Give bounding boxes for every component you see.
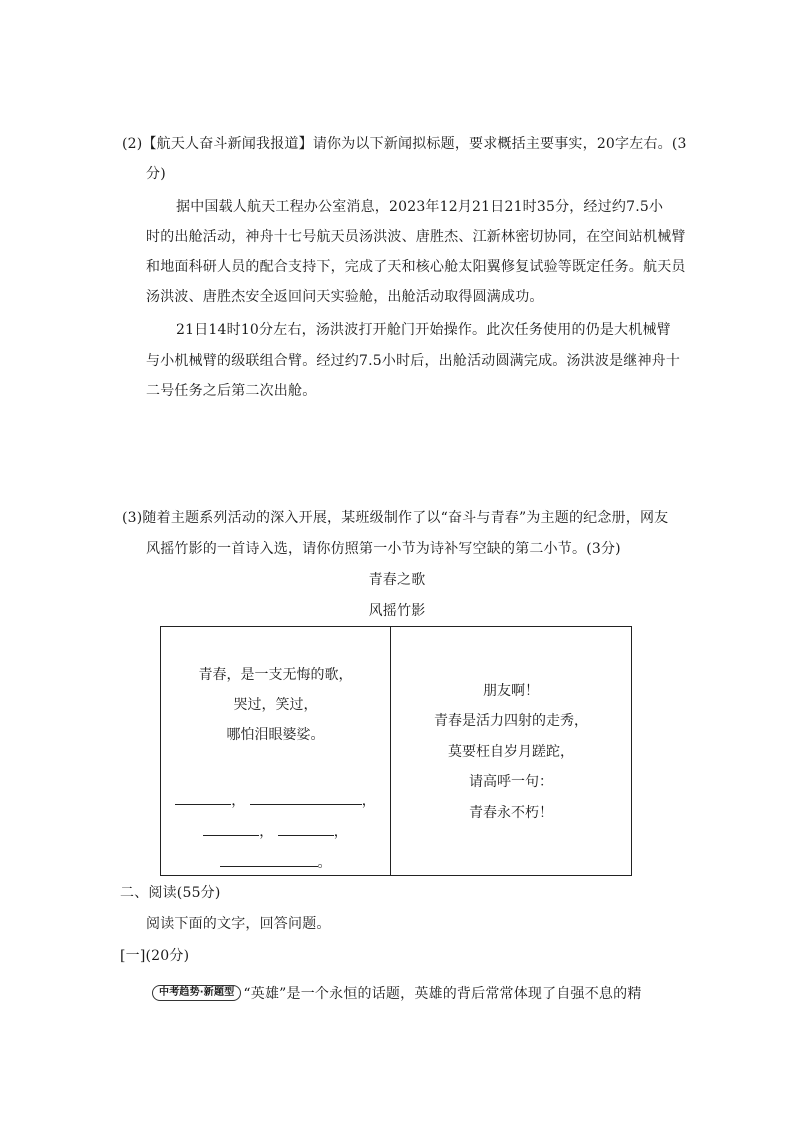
poem-line: 请高呼一句： bbox=[469, 774, 553, 790]
poem-line: 青春，是一支无悔的歌， bbox=[198, 667, 353, 683]
section-instruction: 阅读下面的文字，回答问题。 bbox=[146, 916, 331, 932]
news-paragraph-2-line: 21日14时10分左右，汤洪波打开舱门开始操作。此次任务使用的仍是大机械臂 bbox=[176, 322, 671, 338]
news-paragraph-1-line: 据中国载人航天工程办公室消息，2023年12月21日21时35分，经过约7.5小 bbox=[176, 199, 664, 215]
answer-blank-line-3: 。 bbox=[161, 852, 390, 873]
poem-line: 青春是活力四射的走秀， bbox=[434, 713, 588, 729]
poem-line: 哭过，笑过， bbox=[233, 697, 318, 713]
news-paragraph-1-line: 时的出舱活动，神舟十七号航天员汤洪波、唐胜杰、江新林密切协同，在空间站机械臂 bbox=[146, 229, 686, 245]
section-heading: 二、阅读(55分) bbox=[120, 885, 221, 901]
poem-stanza-3 bbox=[391, 627, 631, 875]
news-paragraph-1-line: 汤洪波、唐胜杰安全返回问天实验舱，出舱活动取得圆满成功。 bbox=[146, 289, 544, 305]
poem-line: 莫要枉自岁月蹉跎， bbox=[448, 744, 574, 760]
answer-blank-line-2: ， ， bbox=[161, 821, 390, 842]
poem-stanza-1 bbox=[161, 627, 391, 875]
new-question-type-badge: 中考趋势·新题型 bbox=[152, 985, 241, 1001]
poem-table bbox=[160, 626, 632, 876]
intro-text: “英雄”是一个永恒的话题，英雄的背后常常体现了自强不息的精 bbox=[243, 986, 642, 1002]
poem-line: 哪怕泪眼婆娑。 bbox=[226, 727, 325, 743]
q2-prompt-line2: 分) bbox=[146, 166, 166, 182]
answer-blank[interactable] bbox=[220, 852, 318, 867]
news-paragraph-2-line: 与小机械臂的级联组合臂。经过约7.5小时后，出舱活动圆满完成。汤洪波是继神舟十 bbox=[146, 353, 681, 369]
poem-line: 青春永不朽！ bbox=[469, 805, 553, 821]
q2-prompt-line1: (2)【航天人奋斗新闻我报道】请你为以下新闻拟标题，要求概括主要事实，20字左右。(3 bbox=[122, 136, 687, 152]
poem-line: 朋友啊！ bbox=[483, 683, 539, 699]
poem-author: 风摇竹影 bbox=[368, 603, 426, 619]
answer-blank[interactable] bbox=[250, 790, 362, 805]
answer-blank[interactable] bbox=[175, 790, 231, 805]
q3-prompt-line1: (3)随着主题系列活动的深入开展，某班级制作了以“奋斗与青春”为主题的纪念册，网友 bbox=[122, 510, 669, 526]
answer-blank-line-1: ， ， bbox=[161, 790, 390, 811]
q3-prompt-line2: 风摇竹影的一首诗入选，请你仿照第一小节为诗补写空缺的第二小节。(3分) bbox=[146, 541, 621, 557]
news-paragraph-1-line: 和地面科研人员的配合支持下，完成了天和核心舱太阳翼修复试验等既定任务。航天员 bbox=[146, 259, 686, 275]
part-label: [一](20分) bbox=[120, 948, 190, 964]
intro-line bbox=[152, 984, 642, 1004]
news-paragraph-2-line: 二号任务之后第二次出舱。 bbox=[146, 383, 317, 399]
answer-blank[interactable] bbox=[278, 821, 334, 836]
poem-title: 青春之歌 bbox=[368, 572, 426, 588]
answer-blank[interactable] bbox=[203, 821, 259, 836]
